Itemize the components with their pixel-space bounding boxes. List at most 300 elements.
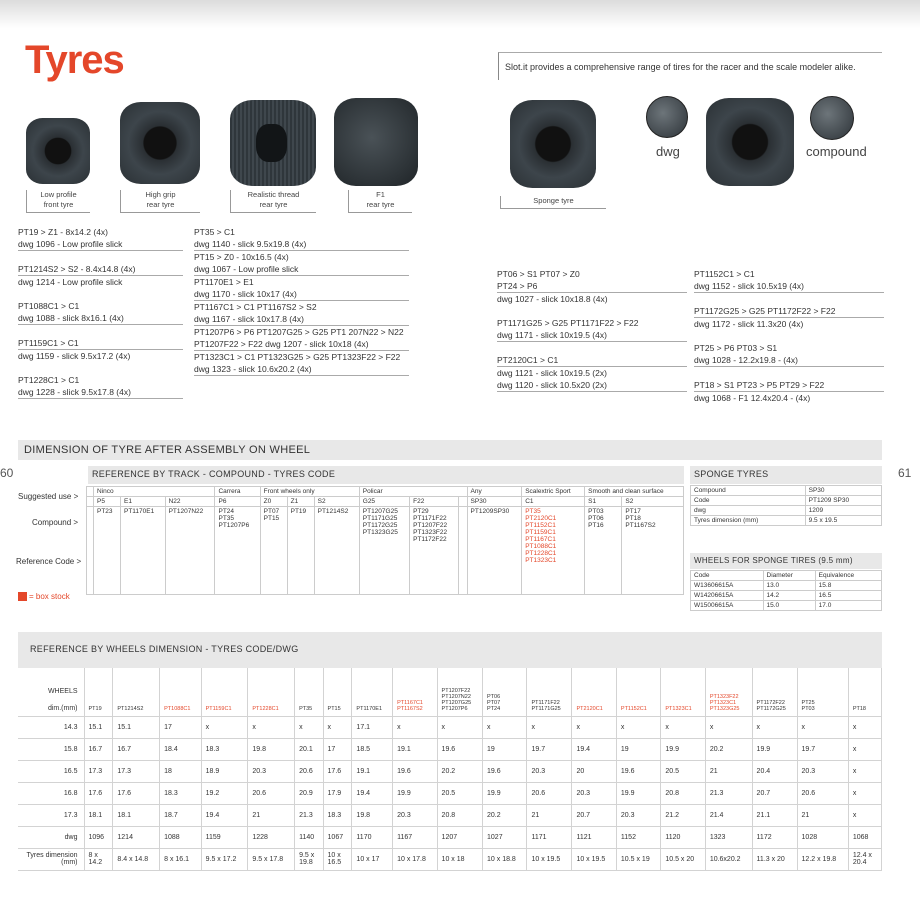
wheel-cell: 20.8 [437, 804, 482, 826]
track-reference-table [86, 486, 684, 595]
code-line: PT1323C1 > C1 PT1323G25 > G25 PT1323F22 > F22 [194, 352, 401, 362]
wheel-cell: 10.6x20.2 [705, 848, 752, 870]
wheel-cell: 20.3 [797, 760, 848, 782]
wheel-cell: 18 [160, 760, 202, 782]
wheel-cell: x [797, 716, 848, 738]
sponge-cell: PT1209 SP30 [805, 496, 881, 506]
wheel-cell: x [572, 716, 616, 738]
wheel-cell: 16.7 [113, 738, 160, 760]
wheel-cell: 1027 [483, 826, 527, 848]
wheel-cell: 1121 [572, 826, 616, 848]
wheel-cell: 19.9 [393, 782, 437, 804]
wheel-cell: 10.5 x 19 [616, 848, 660, 870]
wheel-col-header: PT15 [323, 668, 352, 716]
use-cell: Ninco [94, 487, 215, 497]
wheel-cell: 1152 [616, 826, 660, 848]
caption-low-profile: Low profile front tyre [26, 190, 90, 213]
wheel-cell: 20.5 [661, 760, 705, 782]
code-line: PT1152C1 > C1 [694, 269, 755, 279]
wheel-cell: 10 x 18.8 [483, 848, 527, 870]
wheel-cell: 19.8 [352, 804, 393, 826]
compound-label: Compound > [32, 518, 79, 527]
sponge-cell: Code [691, 496, 806, 506]
wheel-cell: 18.3 [201, 738, 248, 760]
wheel-cell: x [848, 738, 881, 760]
code-line: dwg 1067 - Low profile slick [194, 263, 409, 276]
code-line: dwg 1096 - Low profile slick [18, 238, 183, 251]
wheel-cell: 20.6 [295, 760, 323, 782]
wheel-cell: 8.4 x 14.8 [113, 848, 160, 870]
wheel-cell: 10 x 16.5 [323, 848, 352, 870]
refcode-cell: PT29 PT1171F22 PT1207F22 PT1323F22 PT1172F22 [410, 507, 459, 595]
wheel-cell: 8 x 14.2 [84, 848, 113, 870]
compound-zoom-image [810, 96, 854, 140]
wheel-row [18, 848, 882, 870]
wheel-cell: 17.3 [113, 760, 160, 782]
wheel-cell: 21 [797, 804, 848, 826]
page-title: Tyres [25, 38, 124, 82]
wheel-cell: 20.3 [616, 804, 660, 826]
code-line: PT1159C1 > C1 [18, 337, 183, 350]
wheel-cell: 17.6 [84, 782, 113, 804]
use-cell: Scalextric Sport [522, 487, 585, 497]
wheel-cell: 1140 [295, 826, 323, 848]
wheel-cell: 1088 [160, 826, 202, 848]
wheel-cell: 20.5 [437, 782, 482, 804]
compound-cell: F22 [410, 497, 459, 507]
wheel-col-header: PT25 PT03 [797, 668, 848, 716]
wheel-cell: 18.1 [84, 804, 113, 826]
wheel-cell: 20.4 [752, 760, 797, 782]
wheel-col-header: PT18 [848, 668, 881, 716]
code-line: PT1207P6 > P6 PT1207G25 > G25 PT1 207N22 > N22 [194, 327, 404, 337]
wheel-cell: 17.1 [352, 716, 393, 738]
wheel-cell: 10.5 x 20 [661, 848, 705, 870]
sponge-wheel-cell: Diameter [763, 571, 815, 581]
wheel-cell: 12.2 x 19.8 [797, 848, 848, 870]
refcode-cell: PT23 [94, 507, 121, 595]
code-line [694, 367, 884, 379]
wheel-cell: 20.9 [295, 782, 323, 804]
wheel-cell: 20.7 [572, 804, 616, 826]
wheel-cell: 19.7 [797, 738, 848, 760]
wheel-cell: 20.1 [295, 738, 323, 760]
wheel-cell: 20.2 [483, 804, 527, 826]
code-line: dwg 1167 - slick 10x17.8 (4x) [194, 313, 409, 326]
code-line [18, 362, 183, 374]
refcode-row [87, 507, 684, 595]
sponge-cell: Compound [691, 486, 806, 496]
sponge-wheel-row [691, 571, 882, 581]
top-shadow [0, 0, 920, 28]
refcode-cell: PT35 PT2120C1 PT1152C1 PT1159C1 PT1167C1 PT1088C1 PT1228C1 PT1323C1 [522, 507, 585, 595]
track-reference-band: REFERENCE BY TRACK - COMPOUND - TYRES CODE [88, 466, 684, 484]
wheel-cell: 19.6 [437, 738, 482, 760]
wheel-col-header: PT06 PT07 PT24 [483, 668, 527, 716]
code-line: PT1088C1 > C1 [18, 301, 80, 311]
wheel-cell: 10 x 17 [352, 848, 393, 870]
caption-high-grip: High grip rear tyre [120, 190, 200, 213]
wheel-cell: 9.5 x 17.8 [248, 848, 295, 870]
wheel-cell: x [483, 716, 527, 738]
box-stock-swatch [18, 592, 27, 601]
compound-cell [87, 497, 94, 507]
wheel-cell: x [848, 782, 881, 804]
code-line [694, 330, 884, 342]
wheel-cell: x [848, 716, 881, 738]
code-line: dwg 1027 - slick 10x18.8 (4x) [497, 294, 608, 304]
code-line: PT1171G25 > G25 PT1171F22 > F22 [497, 318, 639, 328]
sponge-tyres-table [690, 485, 882, 526]
sponge-row [691, 506, 882, 516]
sponge-wheel-cell: W13606615A [691, 581, 764, 591]
sponge-wheel-cell: 15.8 [815, 581, 881, 591]
wheel-cell: 19.9 [752, 738, 797, 760]
refcode-cell [459, 507, 467, 595]
realistic-thread-tyre-image [230, 100, 316, 186]
caption-f1: F1 rear tyre [348, 190, 412, 213]
wheel-cell: 19.6 [616, 760, 660, 782]
sponge-cell: SP30 [805, 486, 881, 496]
sponge-cell: Tyres dimension (mm) [691, 516, 806, 526]
compound-cell: Z0 [260, 497, 287, 507]
wheel-cell: x [248, 716, 295, 738]
wheel-cell: 20.2 [705, 738, 752, 760]
code-line: PT1172G25 > G25 PT1172F22 > F22 [694, 305, 884, 318]
sponge-wheels-band: WHEELS FOR SPONGE TIRES (9.5 mm) [690, 553, 882, 569]
wheel-cell: 19.6 [483, 760, 527, 782]
sponge-wheel-cell: 17.0 [815, 601, 881, 611]
wheel-cell: 12.4 x 20.4 [848, 848, 881, 870]
wheel-row [18, 804, 882, 826]
sponge-wheel-cell: Equivalence [815, 571, 881, 581]
refcode-cell: PT19 [287, 507, 314, 595]
code-line: dwg 1140 - slick 9.5x19.8 (4x) [194, 238, 409, 251]
wheel-col-header: PT1170E1 [352, 668, 393, 716]
wheel-cell: 19 [483, 738, 527, 760]
wheel-col-header: PT1171F22 PT1171G25 [527, 668, 572, 716]
wheel-row [18, 716, 882, 738]
wheel-cell: 10 x 19.5 [572, 848, 616, 870]
wheel-cell: 20.3 [572, 782, 616, 804]
compound-cell: N22 [165, 497, 215, 507]
code-line [694, 293, 884, 305]
wheel-cell: 18.4 [160, 738, 202, 760]
wheel-cell: x [661, 716, 705, 738]
sponge-wheel-row [691, 581, 882, 591]
compound-cell: G25 [359, 497, 409, 507]
wheel-cell: x [848, 760, 881, 782]
f1-tyre-image [334, 98, 418, 186]
code-line: PT1228C1 > C1 [18, 375, 80, 385]
wheel-cell: 1228 [248, 826, 295, 848]
codes-column-1 [18, 226, 183, 399]
compound-cell: S2 [314, 497, 359, 507]
code-line: PT06 > S1 PT07 > Z0 [497, 269, 580, 279]
wheel-cell: x [752, 716, 797, 738]
wheel-cell: 20.3 [248, 760, 295, 782]
wheel-cell: 19.9 [483, 782, 527, 804]
wheel-row-label: 16.5 [18, 760, 84, 782]
caption-realistic-thread: Realistic thread rear tyre [230, 190, 316, 213]
wheel-cell: 21.3 [705, 782, 752, 804]
refcode-cell: PT1209SP30 [467, 507, 522, 595]
code-line: PT19 > Z1 - 8x14.2 (4x) [18, 227, 108, 237]
wheel-cell: 18.3 [323, 804, 352, 826]
code-line: dwg 1214 - Low profile slick [18, 277, 123, 287]
wheel-cell: 9.5 x 19.8 [295, 848, 323, 870]
sponge-row [691, 516, 882, 526]
wheel-cell: 20 [572, 760, 616, 782]
refcode-cell: PT03 PT06 PT16 [585, 507, 622, 595]
wheel-cell: 15.1 [84, 716, 113, 738]
wheel-cell: 1323 [705, 826, 752, 848]
wheel-cell: 21 [527, 804, 572, 826]
wheel-row [18, 826, 882, 848]
use-cell: Any [467, 487, 522, 497]
wheel-cell: 1028 [797, 826, 848, 848]
wheel-col-header: PT1167C1 PT1167S2 [393, 668, 437, 716]
compound-cell: P6 [215, 497, 260, 507]
wheel-cell: 15.1 [113, 716, 160, 738]
wheel-row [18, 738, 882, 760]
wheel-cell: 19.8 [248, 738, 295, 760]
wheel-cell: 16.7 [84, 738, 113, 760]
code-line [497, 342, 687, 354]
code-line [18, 251, 183, 263]
wheel-cell: 21 [248, 804, 295, 826]
dimension-band: DIMENSION OF TYRE AFTER ASSEMBLY ON WHEEL [18, 440, 882, 460]
code-line: PT2120C1 > C1 [497, 354, 687, 367]
compound-cell: C1 [522, 497, 585, 507]
box-stock-legend [18, 592, 70, 601]
dwg-label: dwg [656, 144, 680, 159]
wheel-cell: 1120 [661, 826, 705, 848]
sponge-wheel-cell: W14206615A [691, 591, 764, 601]
code-line: PT1207F22 > F22 dwg 1207 - slick 10x18 (4x) [194, 338, 409, 351]
wheel-cell: 20.3 [527, 760, 572, 782]
reference-code-label: Reference Code > [16, 557, 82, 566]
wheel-cell: x [295, 716, 323, 738]
wheel-cell: 11.3 x 20 [752, 848, 797, 870]
wheel-cell: 8 x 16.1 [160, 848, 202, 870]
wheel-cell: x [848, 804, 881, 826]
wheel-col-header: PT2120C1 [572, 668, 616, 716]
tagline: Slot.it provides a comprehensive range of tires for the racer and the scale modeler alike. [498, 52, 882, 80]
refcode-cell: PT1207G25 PT1171G25 PT1172G25 PT1323G25 [359, 507, 409, 595]
wheel-cell: 1067 [323, 826, 352, 848]
page-number-left: 60 [0, 466, 14, 480]
wheel-reference-table [18, 668, 882, 871]
wheel-cell: 17.6 [113, 782, 160, 804]
wheel-cell: 1207 [437, 826, 482, 848]
wheel-cell: 18.3 [160, 782, 202, 804]
caption-sponge: Sponge tyre [500, 196, 606, 209]
wheel-cell: 21.3 [295, 804, 323, 826]
wheel-row-label: 14.3 [18, 716, 84, 738]
wheel-cell: x [393, 716, 437, 738]
code-line [497, 305, 687, 317]
sponge-row [691, 496, 882, 506]
codes-column-4 [694, 268, 884, 404]
wheel-cell: 17.3 [84, 760, 113, 782]
wheel-col-header: PT35 [295, 668, 323, 716]
code-line: PT35 > C1 [194, 227, 235, 237]
wheel-cell: 18.9 [201, 760, 248, 782]
code-line: dwg 1028 - 12.2x19.8 - (4x) [694, 354, 884, 367]
wheel-row-label: 15.8 [18, 738, 84, 760]
sponge-cell: dwg [691, 506, 806, 516]
wheel-row-label: dwg [18, 826, 84, 848]
refcode-cell: PT17 PT18 PT1167S2 [622, 507, 684, 595]
wheel-cell: 1172 [752, 826, 797, 848]
dwg-zoom-image [646, 96, 688, 138]
wheel-col-header: PT1323F22 PT1323C1 PT1323G25 [705, 668, 752, 716]
wheel-cell: 10 x 18 [437, 848, 482, 870]
wheel-cell: x [201, 716, 248, 738]
compound-cell: SP30 [467, 497, 522, 507]
codes-column-3 [497, 268, 687, 392]
compound-cell: S2 [622, 497, 684, 507]
compound-cell: P5 [94, 497, 121, 507]
wheel-row-label: Tyres dimension (mm) [18, 848, 84, 870]
wheel-cell: 18.1 [113, 804, 160, 826]
wheel-cell: 21.4 [705, 804, 752, 826]
sponge-wheels-table [690, 570, 882, 611]
wheel-cell: 19.1 [393, 738, 437, 760]
wheel-cell: 19 [616, 738, 660, 760]
wheel-cell: 20.3 [393, 804, 437, 826]
code-line: PT1167C1 > C1 PT1167S2 > S2 [194, 302, 317, 312]
wheel-row [18, 782, 882, 804]
suggested-use-label: Suggested use > [18, 492, 79, 501]
wheel-cell: 19.7 [527, 738, 572, 760]
wheel-cell: 17 [323, 738, 352, 760]
sponge-tyres-band: SPONGE TYRES [690, 466, 882, 484]
wheel-cell: 10 x 17.8 [393, 848, 437, 870]
code-line: PT1170E1 > E1 [194, 277, 254, 287]
code-line: dwg 1170 - slick 10x17 (4x) [194, 288, 409, 301]
wheel-reference-band: REFERENCE BY WHEELS DIMENSION - TYRES CODE/DWG [18, 632, 882, 668]
sponge-row [691, 486, 882, 496]
wheel-cell: 20.6 [527, 782, 572, 804]
wheel-cell: 1167 [393, 826, 437, 848]
code-line: dwg 1159 - slick 9.5x17.2 (4x) [18, 351, 131, 361]
wheel-col-header: PT1214S2 [113, 668, 160, 716]
wheel-cell: 1068 [848, 826, 881, 848]
wheel-col-header: PT1172F22 PT1172G25 [752, 668, 797, 716]
compound-cell: Z1 [287, 497, 314, 507]
wheels-header-cell [18, 668, 84, 716]
code-line: PT24 > P6 [497, 280, 687, 293]
sponge-cell: 9.5 x 19.5 [805, 516, 881, 526]
wheel-cell: x [437, 716, 482, 738]
compound-tyre-image [706, 98, 794, 186]
wheel-cell: x [323, 716, 352, 738]
wheel-cell: 20.8 [661, 782, 705, 804]
page-number-right: 61 [898, 466, 912, 480]
code-line: dwg 1068 - F1 12.4x20.4 - (4x) [694, 393, 811, 403]
code-line: dwg 1172 - slick 11.3x20 (4x) [694, 319, 804, 329]
use-cell: Front wheels only [260, 487, 359, 497]
wheel-cell: 20.2 [437, 760, 482, 782]
low-profile-tyre-image [26, 118, 90, 184]
wheel-cell: 19.2 [201, 782, 248, 804]
wheel-cell: 17.9 [323, 782, 352, 804]
wheel-cell: 10 x 19.5 [527, 848, 572, 870]
refcode-cell [87, 507, 94, 595]
wheel-cell: 19.4 [352, 782, 393, 804]
refcode-cell: PT1170E1 [120, 507, 165, 595]
wheel-cell: 1214 [113, 826, 160, 848]
wheel-cell: 9.5 x 17.2 [201, 848, 248, 870]
sponge-wheel-cell: W15006615A [691, 601, 764, 611]
wheel-row-label: 17.3 [18, 804, 84, 826]
wheels-label: WHEELS [47, 687, 78, 695]
compound-cell: S1 [585, 497, 622, 507]
compound-cell: E1 [120, 497, 165, 507]
sponge-wheel-row [691, 601, 882, 611]
use-cell: Carrera [215, 487, 260, 497]
code-line: dwg 1121 - slick 10x19.5 (2x) [497, 368, 607, 378]
use-cell: Policar [359, 487, 467, 497]
wheel-cell: 1096 [84, 826, 113, 848]
sponge-wheel-cell: 15.0 [763, 601, 815, 611]
wheel-cell: 17 [160, 716, 202, 738]
wheel-cell: 21.1 [752, 804, 797, 826]
compound-cell [459, 497, 467, 507]
refcode-cell: PT24 PT35 PT1207P6 [215, 507, 260, 595]
wheel-col-header: PT1152C1 [616, 668, 660, 716]
high-grip-tyre-image [120, 102, 200, 184]
code-line: PT25 > P6 PT03 > S1 [694, 343, 778, 353]
wheel-cell: 19.4 [201, 804, 248, 826]
code-line [18, 325, 183, 337]
wheel-cell: 20.6 [797, 782, 848, 804]
wheel-cell: x [527, 716, 572, 738]
wheel-row [18, 760, 882, 782]
refcode-cell: PT07 PT15 [260, 507, 287, 595]
use-cell [87, 487, 94, 497]
wheel-col-header: PT1323C1 [661, 668, 705, 716]
wheel-cell: 1170 [352, 826, 393, 848]
wheel-col-header: PT1228C1 [248, 668, 295, 716]
wheel-cell: 21.2 [661, 804, 705, 826]
wheel-cell: 19.4 [572, 738, 616, 760]
sponge-wheel-row [691, 591, 882, 601]
code-line: dwg 1088 - slick 8x16.1 (4x) [18, 312, 183, 325]
wheel-cell: x [705, 716, 752, 738]
wheel-cell: 18.5 [352, 738, 393, 760]
wheel-cell: 19.9 [661, 738, 705, 760]
wheel-col-header: PT1088C1 [160, 668, 202, 716]
wheel-cell: 19.9 [616, 782, 660, 804]
wheel-cell: 19.6 [393, 760, 437, 782]
code-line: dwg 1323 - slick 10.6x20.2 (4x) [194, 363, 409, 376]
wheel-cell: 20.7 [752, 782, 797, 804]
wheel-cell: 18.7 [160, 804, 202, 826]
refcode-cell: PT1214S2 [314, 507, 359, 595]
dim-label: dim.(mm) [47, 704, 78, 712]
codes-column-2 [194, 226, 409, 376]
use-row [87, 487, 684, 497]
code-line: dwg 1171 - slick 10x19.5 (4x) [497, 329, 687, 342]
code-line: dwg 1152 - slick 10.5x19 (4x) [694, 280, 884, 293]
compound-row [87, 497, 684, 507]
wheel-cell: 1159 [201, 826, 248, 848]
wheel-col-header: PT1207F22 PT1207N22 PT1207G25 PT1207P6 [437, 668, 482, 716]
box-stock-text: = box stock [29, 592, 70, 601]
